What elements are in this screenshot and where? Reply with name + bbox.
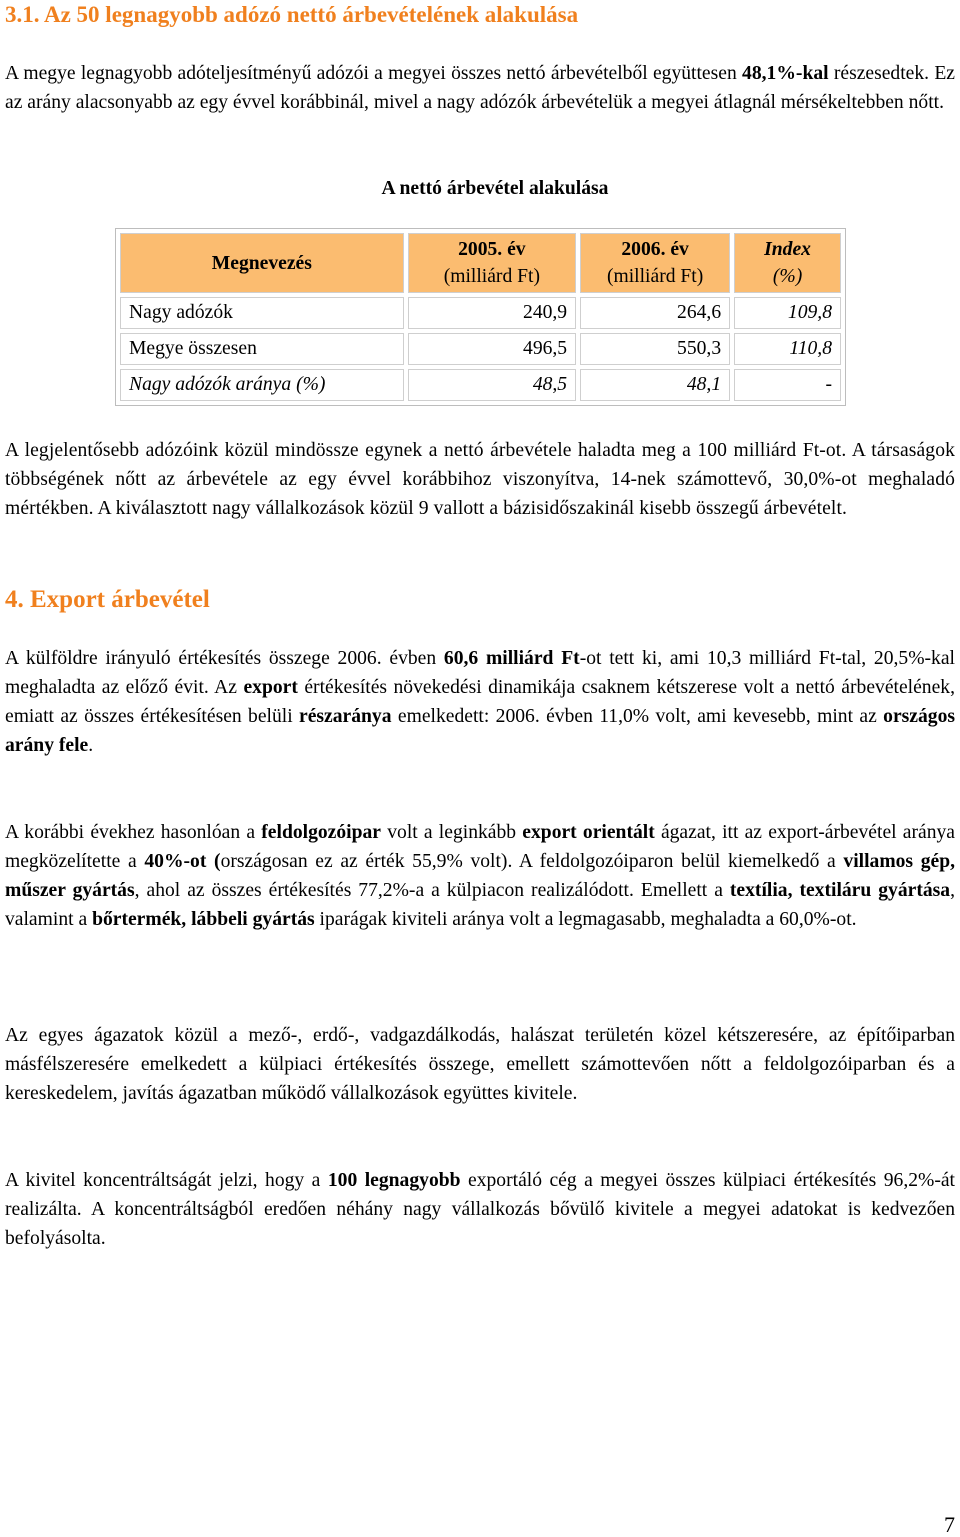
cell-2005: 48,5 (408, 369, 577, 401)
table-row (120, 369, 841, 401)
paragraph-sectors: Az egyes ágazatok közül a mező-, erdő-, vadgazdálkodás, halászat területén közel kétszeresére, az építőiparban másfélszeresére emelkedett a külpiaci értékesítés összege, emellett számottevően nőtt a feldolgozóiparban és a kereskedelem, javítás ágazatban működő vállalkozások együttes kivitele. (5, 1025, 955, 1104)
table-header-row (120, 233, 841, 293)
header-name: Megnevezés (120, 233, 404, 293)
header-index: Index (%) (734, 233, 841, 293)
cell-2005: 496,5 (408, 333, 577, 365)
row-name: Nagy adózók aránya (%) (120, 369, 404, 401)
table-row (120, 333, 841, 365)
section-heading-4: 4. Export árbevétel (5, 586, 210, 613)
paragraph-intro: A megye legnagyobb adóteljesítményű adózói a megyei összes nettó árbevételből együttesen 48,1%-kal részesedtek. Ez az arány alacsonyabb az egy évvel korábbinál, mivel a nagy adózók árbevételük a megyei átlagnál mérsékeltebben nőtt. (5, 63, 955, 113)
paragraph-manufacturing: A korábbi évekhez hasonlóan a feldolgozóipar volt a leginkább export orientált ágazat, itt az export-árbevétel aránya megközelítette a 40%-ot (országosan ez az érték 55,9% volt). A feldolgozóiparon belül kiemelkedő a villamos gép, műszer gyártás, ahol az összes értékesítés 77,2%-a a külpiacon realizálódott. Emellett a textília, textiláru gyártása, valamint a bőrtermék, lábbeli gyártás iparágak kiviteli aránya volt a legmagasabb, meghaladta a 60,0%-ot. (5, 822, 956, 930)
header-2006: 2006. év (milliárd Ft) (580, 233, 730, 293)
cell-index: - (734, 369, 841, 401)
net-revenue-table (115, 228, 846, 406)
paragraph-top-taxpayers: A legjelentősebb adózóink közül mindössze egynek a nettó árbevétele haladta meg a 100 milliárd Ft-ot. A társaságok többségének nőtt az árbevétele az egy évvel korábbihoz viszonyítva, 14-nek számottevő, 30,0%-ot meghaladó mértékben. A kiválasztott nagy vállalkozások közül 9 vallott a bázisidőszakinál kisebb összegű árbevételt. (5, 440, 955, 519)
cell-2006: 264,6 (580, 297, 730, 329)
cell-index: 110,8 (734, 333, 841, 365)
cell-2005: 240,9 (408, 297, 577, 329)
page-number: 7 (944, 1512, 955, 1537)
table-title: A nettó árbevétel alakulása (381, 178, 609, 199)
header-2005: 2005. év (milliárd Ft) (408, 233, 577, 293)
row-name: Megye összesen (120, 333, 404, 365)
cell-2006: 48,1 (580, 369, 730, 401)
cell-2006: 550,3 (580, 333, 730, 365)
paragraph-concentration: A kivitel koncentráltságát jelzi, hogy a 100 legnagyobb exportáló cég a megyei összes külpiaci értékesítés 96,2%-át realizálta. A koncentráltságból eredően néhány nagy vállalkozás bővülő kivitele a megyei adatokat is kedvezően befolyásolta. (5, 1170, 955, 1249)
row-name: Nagy adózók (120, 297, 404, 329)
paragraph-export-total: A külföldre irányuló értékesítés összege 2006. évben 60,6 milliárd Ft-ot tett ki, ami 10,3 milliárd Ft-tal, 20,5%-kal meghaladta az előző évit. Az export értékesítés növekedési dinamikája csaknem kétszerese volt a nettó árbevételének, emiatt az összes értékesítésen belüli részaránya emelkedett: 2006. évben 11,0% volt, ami kevesebb, mint az országos arány fele. (5, 648, 955, 756)
section-heading-3-1: 3.1. Az 50 legnagyobb adózó nettó árbevételének alakulása (5, 2, 579, 27)
cell-index: 109,8 (734, 297, 841, 329)
table-row (120, 297, 841, 329)
